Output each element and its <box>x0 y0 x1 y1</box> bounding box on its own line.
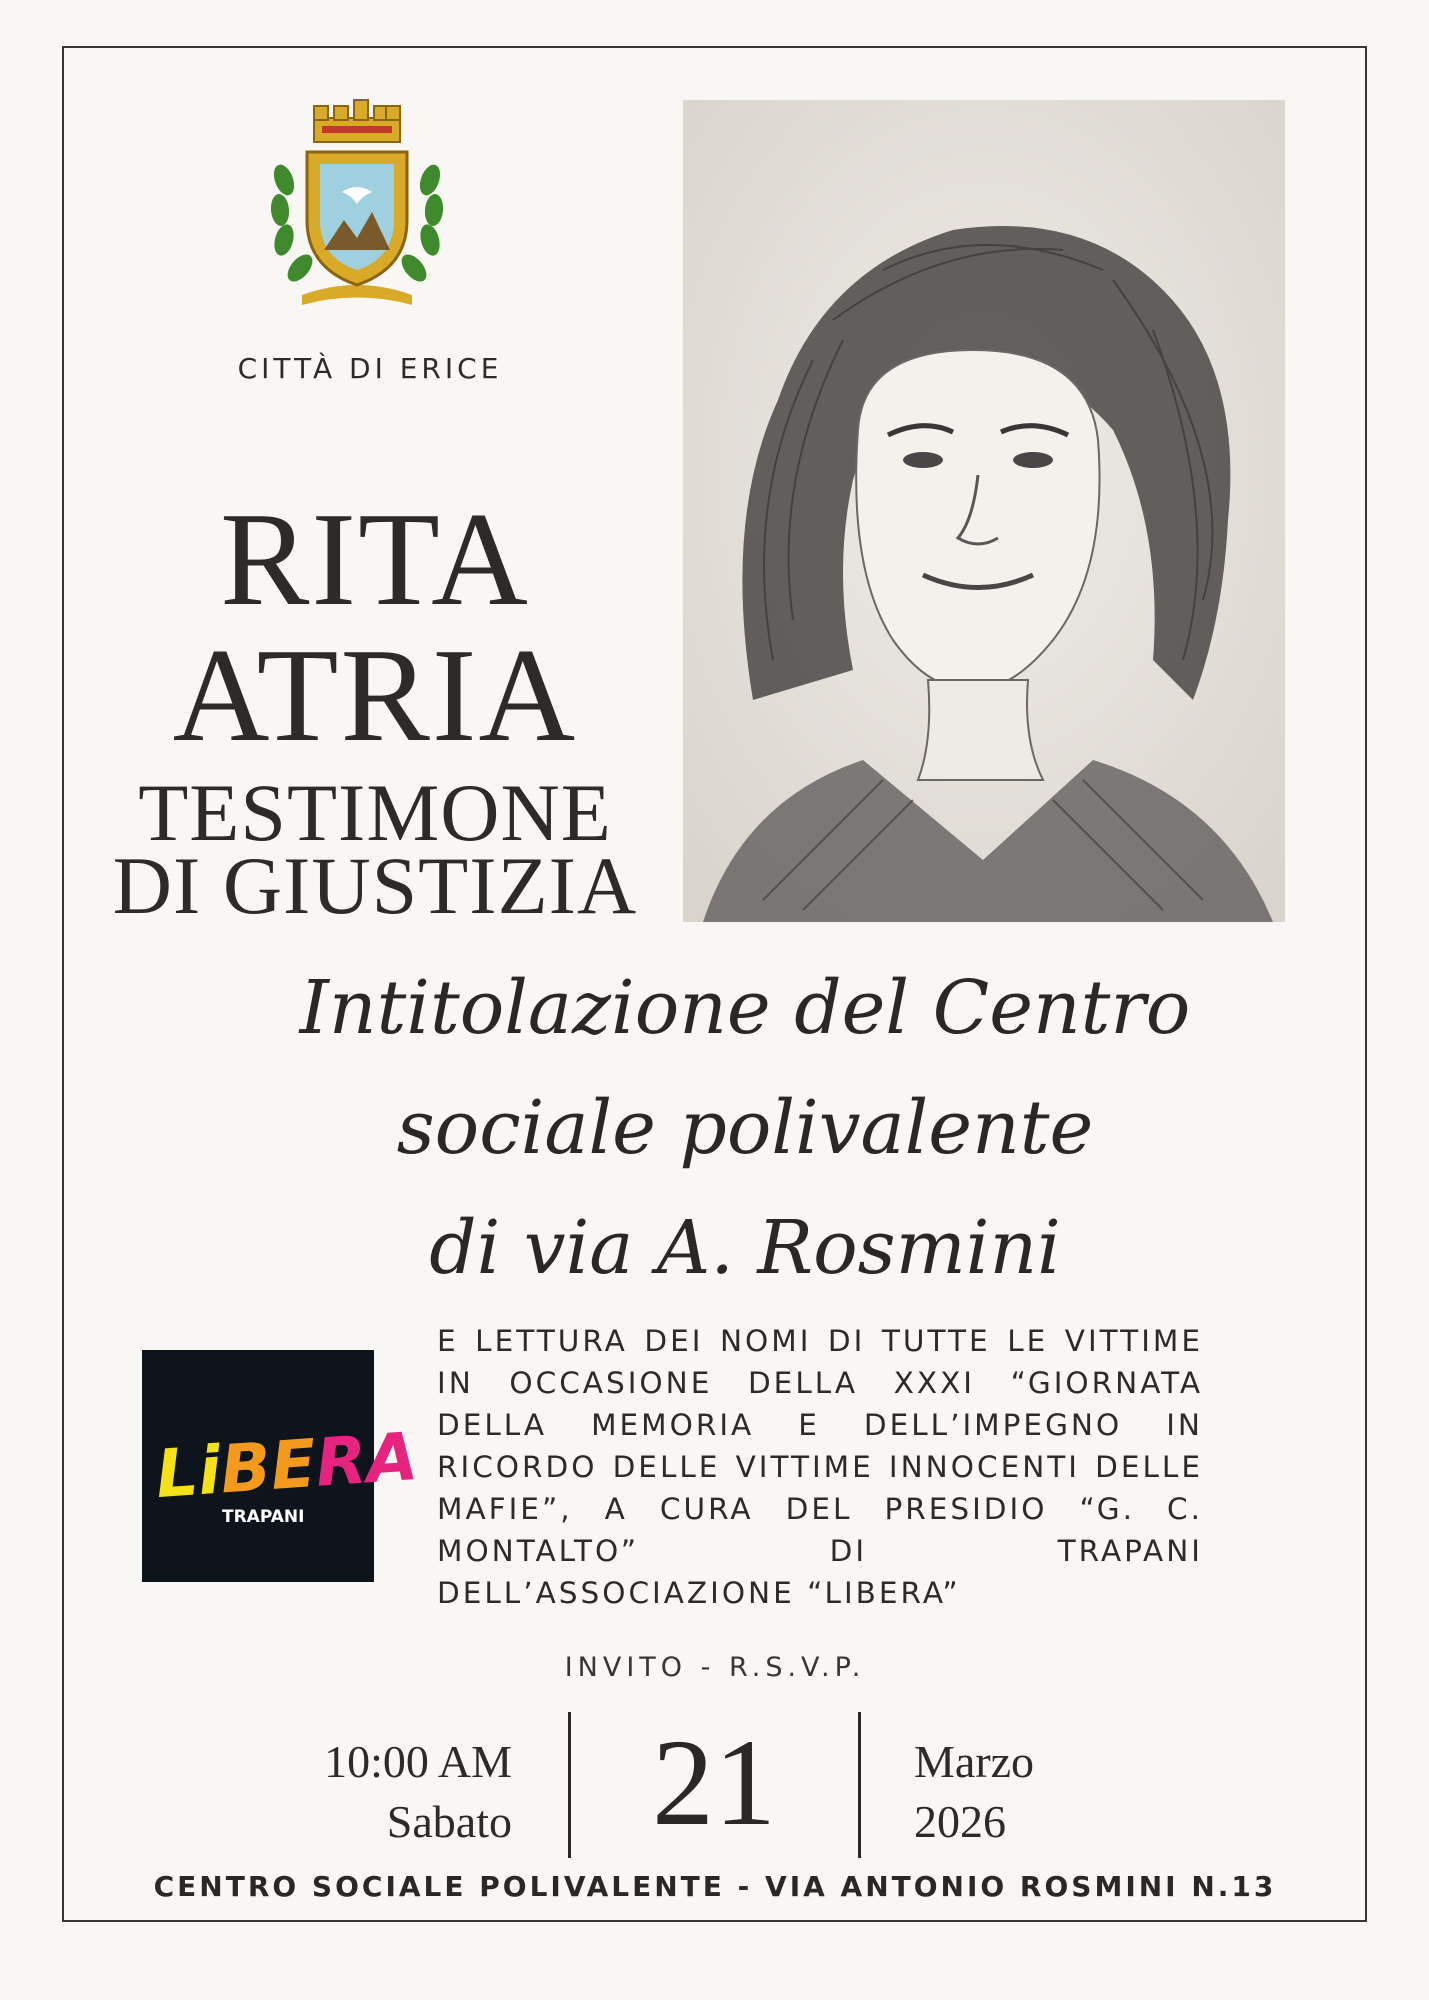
libera-logo-icon <box>142 1350 421 1582</box>
event-venue: CENTRO SOCIALE POLIVALENTE - VIA ANTONIO ROSMINI N.13 <box>153 1870 1277 1903</box>
title-line-4: DI GIUSTIZIA <box>112 840 638 931</box>
event-month: Marzo <box>914 1736 1035 1787</box>
subtitle-line-1: Intitolazione del Centro <box>299 965 1191 1051</box>
svg-text:TRAPANI: TRAPANI <box>222 1507 305 1527</box>
portrait-image <box>683 100 1285 922</box>
erice-coat-of-arms-icon <box>262 100 452 320</box>
divider-left <box>568 1712 571 1858</box>
event-time: 10:00 AM <box>324 1736 512 1787</box>
city-name: CITTÀ DI ERICE <box>237 352 503 385</box>
portrait-sketch-icon <box>683 100 1285 922</box>
event-description: E LETTURA DEI NOMI DI TUTTE LE VITTIME IN OCCASIONE DELLA XXXI “GIORNATA DELLA MEMORIA E DELL’IMPEGNO IN RICORDO DELLE VITTIME INNOCENTI DELLE MAFIE”, A CURA DEL PRESIDIO “G. C. MONTALTO” DI TRAPANI DELL’ASSOCIAZIONE “LIBERA” <box>437 1324 1203 1610</box>
svg-text:LiBERA: LiBERA <box>153 1417 421 1514</box>
title-line-3: TESTIMONE <box>138 767 612 858</box>
subtitle-line-2: sociale polivalente <box>396 1085 1094 1171</box>
divider-right <box>858 1712 861 1858</box>
rsvp-label: INVITO - R.S.V.P. <box>564 1652 866 1683</box>
event-weekday: Sabato <box>386 1796 512 1847</box>
event-day: 21 <box>652 1714 776 1851</box>
subtitle-line-3: di via A. Rosmini <box>429 1205 1061 1291</box>
title-line-2: ATRIA <box>172 621 578 769</box>
title-line-1: RITA <box>220 485 530 633</box>
event-year: 2026 <box>914 1796 1006 1847</box>
libera-trapani-logo <box>142 1350 421 1582</box>
